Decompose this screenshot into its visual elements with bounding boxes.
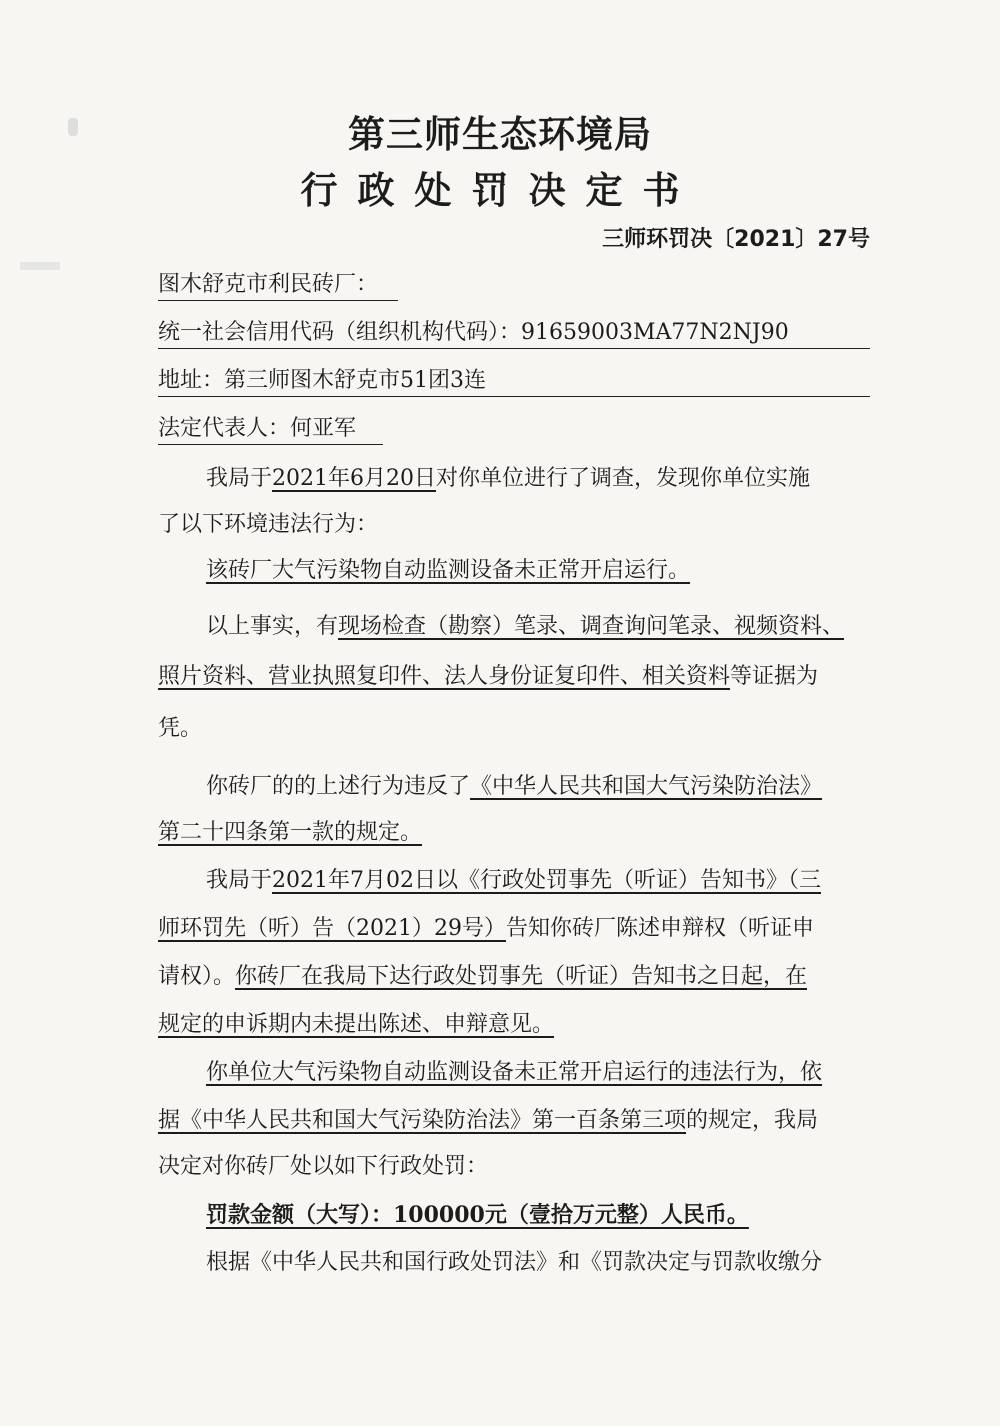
penalty-basis-1: 你单位大气污染物自动监测设备未正常开启运行的违法行为，依 (206, 1060, 823, 1085)
penalty-line (158, 1200, 870, 1230)
credit-code: 统一社会信用代码（组织机构代码）：91659003MA77N2NJ90 (158, 318, 870, 349)
text: 我局于 (206, 466, 273, 491)
paragraph-4-line-2 (158, 914, 870, 944)
party-name-line (158, 270, 398, 301)
paragraph-2-line-2 (158, 662, 870, 692)
text: 对你单位进行了调查，发现你单位实施 (436, 466, 811, 491)
evidence-list-2: 照片资料、营业执照复印件、法人身份证复印件、相关资料 (158, 664, 731, 689)
paragraph-6-line-1: 根据《中华人民共和国行政处罚法》和《罚款决定与罚款收缴分 (206, 1250, 823, 1275)
notice-number: 师环罚先（听）告（2021）29号） (158, 916, 506, 941)
no-defense-text-1: 你砖厂在我局下达行政处罚事先（听证）告知书之日起，在 (235, 964, 808, 989)
investigation-date: 2021年6月20日 (272, 466, 436, 491)
notice-date: 2021年7月02日以《行政处罚事先（听证）告知书》（三 (272, 868, 821, 893)
text: 等证据为 (730, 664, 819, 689)
paragraph-4-line-3 (158, 962, 870, 992)
representative-line (158, 414, 870, 445)
org-title: 第三师生态环境局 (348, 113, 652, 156)
doc-number: 三师环罚决〔2021〕27号 (602, 227, 870, 252)
paragraph-1-line-1 (158, 464, 870, 494)
representative: 法定代表人：何亚军 (158, 414, 383, 445)
paragraph-3-line-1 (158, 772, 870, 802)
violation-line (158, 556, 870, 586)
text: 以上事实，有 (206, 614, 339, 639)
paragraph-5-line-2 (158, 1106, 870, 1136)
paragraph-3-line-2 (158, 818, 870, 848)
evidence-list-1: 现场检查（勘察）笔录、调查询问笔录、视频资料、 (338, 614, 845, 639)
text: 你砖厂的的上述行为违反了 (206, 774, 471, 799)
paragraph-4-line-4 (158, 1010, 870, 1040)
paragraph-2-line-1 (158, 612, 870, 642)
text: 请权）。 (158, 964, 236, 989)
doc-type-title: 行政处罚决定书 (300, 169, 700, 212)
law-name: 《中华人民共和国大气污染防治法》 (470, 774, 823, 799)
text: 的规定，我局 (686, 1108, 819, 1133)
text: 我局于 (206, 868, 273, 893)
paragraph-2-line-3: 凭。 (158, 716, 203, 741)
paragraph-5-line-1 (158, 1058, 870, 1088)
law-article: 第二十四条第一款的规定。 (158, 820, 423, 845)
party-name: 图木舒克市利民砖厂： (158, 270, 398, 301)
penalty-amount: 罚款金额（大写）：100000元（壹拾万元整）人民币。 (206, 1202, 749, 1228)
penalty-basis-2: 据《中华人民共和国大气污染防治法》第一百条第三项 (158, 1108, 687, 1133)
address: 地址：第三师图木舒克市51团3连 (158, 366, 870, 397)
scan-mark (20, 262, 60, 270)
no-defense-text-2: 规定的申诉期内未提出陈述、申辩意见。 (158, 1012, 555, 1037)
paragraph-5-line-3: 决定对你砖厂处以如下行政处罚： (158, 1154, 489, 1179)
paragraph-4-line-1 (158, 866, 870, 896)
paragraph-1-line-2: 了以下环境违法行为： (158, 512, 379, 537)
violation-text: 该砖厂大气污染物自动监测设备未正常开启运行。 (206, 558, 691, 583)
text: 告知你砖厂陈述申辩权（听证申 (505, 916, 814, 941)
